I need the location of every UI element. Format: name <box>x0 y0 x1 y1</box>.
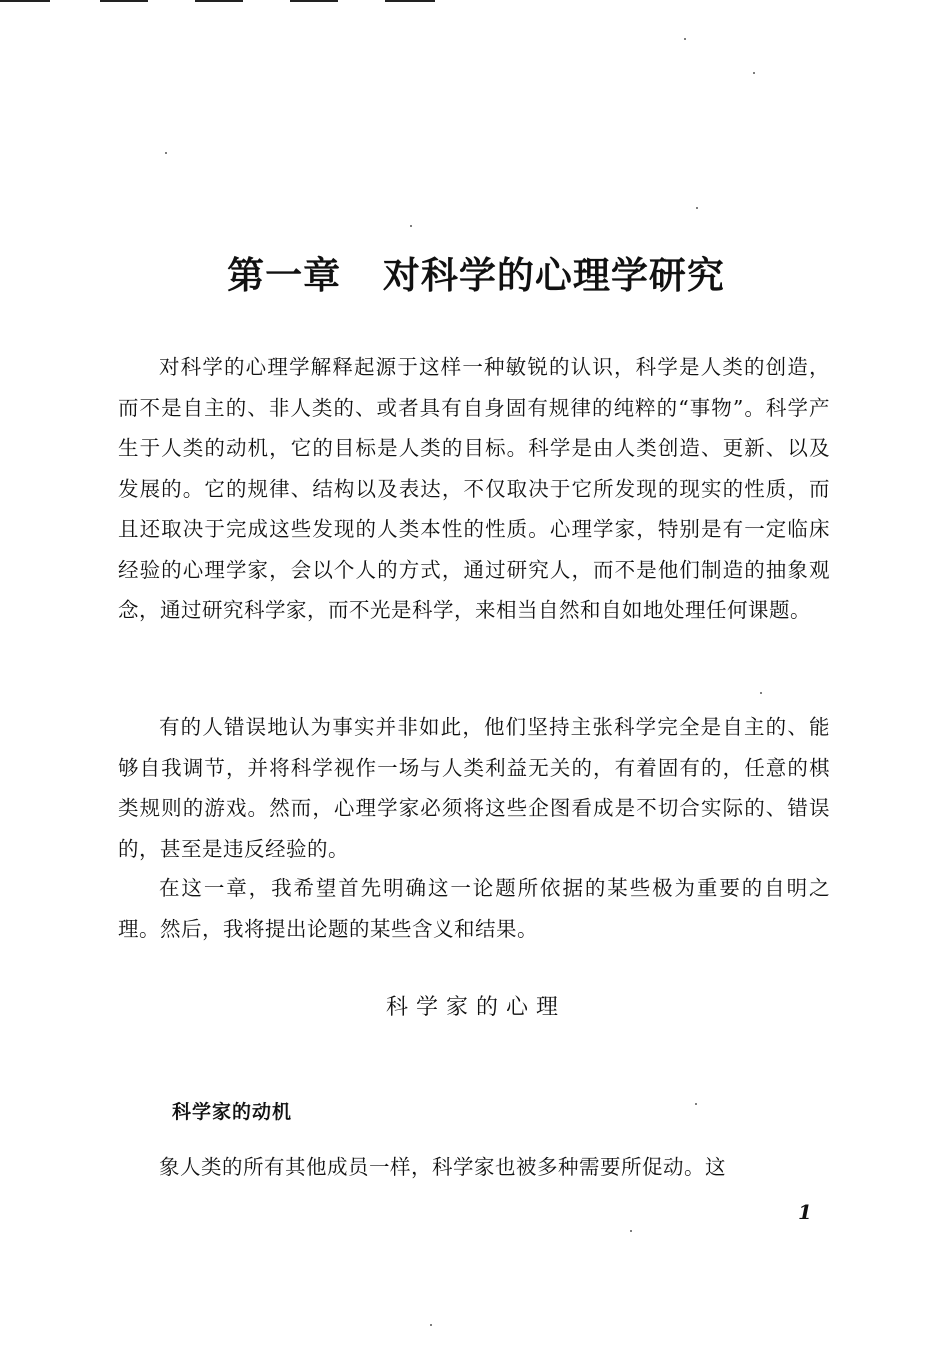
scan-speck <box>760 692 762 694</box>
scan-top-rule <box>385 0 435 2</box>
sub-heading: 科学家的动机 <box>172 1101 293 1123</box>
scan-speck <box>410 225 412 227</box>
body-paragraph-1 <box>118 347 830 631</box>
page-number: 1 <box>798 1200 812 1224</box>
scan-speck <box>165 152 167 154</box>
paragraph-text: 对科学的心理学解释起源于这样一种敏锐的认识，科学是人类的创造，而不是自主的、非人类的、或者具有自身固有规律的纯粹的“事物”。科学产生于人类的动机，它的目标是人类的目标。科学是由人类创造、更新、以及发展的。它的规律、结构以及表达，不仅取决于它所发现的现实的性质，而且还取决于完成这些发现的人类本性的性质。心理学家，特别是有一定临床经验的心理学家，会以个人的方式，通过研究人，而不是他们制造的抽象观念，通过研究科学家，而不光是科学，来相当自然和自如地处理任何课题。 <box>118 355 830 622</box>
scan-speck <box>696 207 698 209</box>
scan-speck <box>430 1324 432 1326</box>
paragraph-text: 在这一章，我希望首先明确这一论题所依据的某些极为重要的自明之理。然后，我将提出论题的某些含义和结果。 <box>118 876 830 941</box>
scan-speck <box>753 72 755 74</box>
scan-top-rule <box>290 0 338 2</box>
body-paragraph-3 <box>118 868 830 949</box>
scan-speck <box>630 1230 632 1232</box>
paragraph-text: 有的人错误地认为事实并非如此，他们坚持主张科学完全是自主的、能够自我调节，并将科学视作一场与人类利益无关的，有着固有的，任意的棋类规则的游戏。然而，心理学家必须将这些企图看成是不切合实际的、错误的，甚至是违反经验的。 <box>118 715 830 861</box>
body-paragraph-2 <box>118 707 830 869</box>
scan-top-rule <box>100 0 148 2</box>
section-heading: 科学家的心理 <box>385 995 566 1020</box>
scan-top-rule <box>0 0 50 2</box>
body-paragraph-4 <box>118 1147 830 1188</box>
chapter-title: 第一章 对科学的心理学研究 <box>227 253 725 297</box>
scan-top-rule <box>195 0 243 2</box>
scan-speck <box>684 38 686 40</box>
scan-speck <box>695 1103 697 1105</box>
paragraph-text: 象人类的所有其他成员一样，科学家也被多种需要所促动。这 <box>159 1155 726 1179</box>
